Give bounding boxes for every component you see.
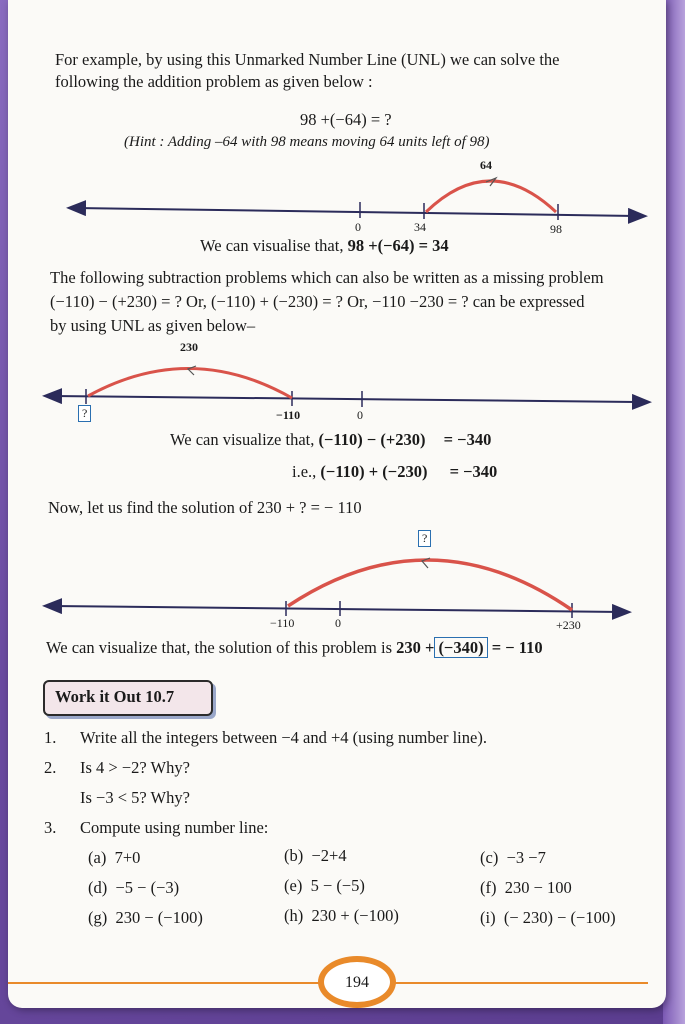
nl1-end-label: 98 [550,222,562,236]
nl2-start-label: −110 [276,408,301,422]
nl1-caption-result: 98 +(−64) = 34 [347,236,449,255]
subpart-label: (a) [88,848,107,867]
q2-text: Is 4 > −2? Why? [80,758,190,777]
subpart-expr: 5 − (−5) [310,876,365,895]
q1-text: Write all the integers between −4 and +4 (using number line). [80,728,487,747]
subpart-expr: 7+0 [114,848,141,867]
subpart-expr: −2+4 [311,846,347,865]
nl3-unknown-box: ? [418,530,431,547]
subpart-c [480,848,546,868]
nl3-start-label: −110 [270,616,295,630]
nl1-caption [200,236,449,256]
nl2-ie-rhs: = −340 [449,462,498,481]
nl2-caption [170,430,491,450]
subpart-label: (h) [284,906,304,925]
work-it-out-title: Work it Out 10.7 [55,687,175,706]
nl3-caption [46,638,543,658]
subpart-expr: 230 − 100 [504,878,572,897]
jump-arc-2 [88,368,292,398]
intro-line-2: following the addition problem as given below : [55,72,373,91]
nl1-jump-label: 64 [480,158,492,172]
q3-text: Compute using number line: [80,818,269,837]
subpart-label: (g) [88,908,108,927]
number-line-3 [52,606,622,612]
nl2-ie [292,462,497,482]
subpart-g [88,908,203,928]
nl1-caption-text: We can visualise that, [200,236,344,255]
subpart-label: (i) [480,908,496,927]
subpart-i [480,908,616,928]
subpart-expr: (− 230) − (−100) [503,908,616,927]
nl3-caption-lhs: 230 + [396,638,435,657]
nl3-caption-rhs: = − 110 [491,638,543,657]
subpart-expr: −5 − (−3) [115,878,180,897]
q2-number: 2. [44,758,57,777]
nl2-caption-text: We can visualize that, [170,430,315,449]
para2-line-3: by using UNL as given below– [50,316,256,335]
nl1-zero-label: 0 [355,220,361,234]
subpart-expr: −3 −7 [506,848,546,867]
subpart-label: (d) [88,878,108,897]
subpart-expr: 230 − (−100) [115,908,203,927]
nl3-caption-text: We can visualize that, the solution of this problem is [46,638,393,657]
nl3-answer-box: (−340) [434,637,487,658]
nl2-jump-label: 230 [180,340,198,354]
nl2-ie-lhs: (−110) + (−230) [320,462,428,481]
subpart-e [284,876,365,896]
work-it-out-banner [43,680,213,716]
number-line-2 [52,396,642,402]
subpart-b [284,846,347,866]
subpart-d [88,878,179,898]
page-number: 194 [345,974,369,991]
subpart-expr: 230 + (−100) [311,906,399,925]
subpart-label: (e) [284,876,303,895]
subpart-label: (c) [480,848,499,867]
q2-text-2: Is −3 < 5? Why? [80,788,190,807]
jump-arc-3 [288,560,572,610]
para2-line-1: The following subtraction problems which can also be written as a missing problem [50,268,604,287]
intro-line-1: For example, by using this Unmarked Number Line (UNL) we can solve the [55,50,560,69]
nl2-caption-lhs: (−110) − (+230) [318,430,426,449]
nl3-end-label: +230 [556,618,581,632]
nl1-mid-label: 34 [414,220,426,234]
nl2-caption-rhs: = −340 [443,430,492,449]
nl2-zero-label: 0 [357,408,363,422]
nl3-zero-label: 0 [335,616,341,630]
q1-number: 1. [44,728,57,747]
q3-number: 3. [44,818,57,837]
intro-equation: 98 +(−64) = ? [300,110,392,129]
nl2-ie-text: i.e., [292,462,317,481]
para3-text: Now, let us find the solution of 230 + ? = − 110 [48,498,362,517]
page-number-badge [318,956,396,1008]
subpart-h [284,906,399,926]
nl2-unknown-box: ? [78,405,91,422]
subpart-label: (f) [480,878,497,897]
subpart-label: (b) [284,846,304,865]
subpart-f [480,878,572,898]
subpart-a [88,848,140,868]
intro-hint: (Hint : Adding –64 with 98 means moving 64 units left of 98) [124,134,490,150]
para2-line-2: (−110) − (+230) = ? Or, (−110) + (−230) = ? Or, −110 −230 = ? can be expressed [50,292,585,311]
